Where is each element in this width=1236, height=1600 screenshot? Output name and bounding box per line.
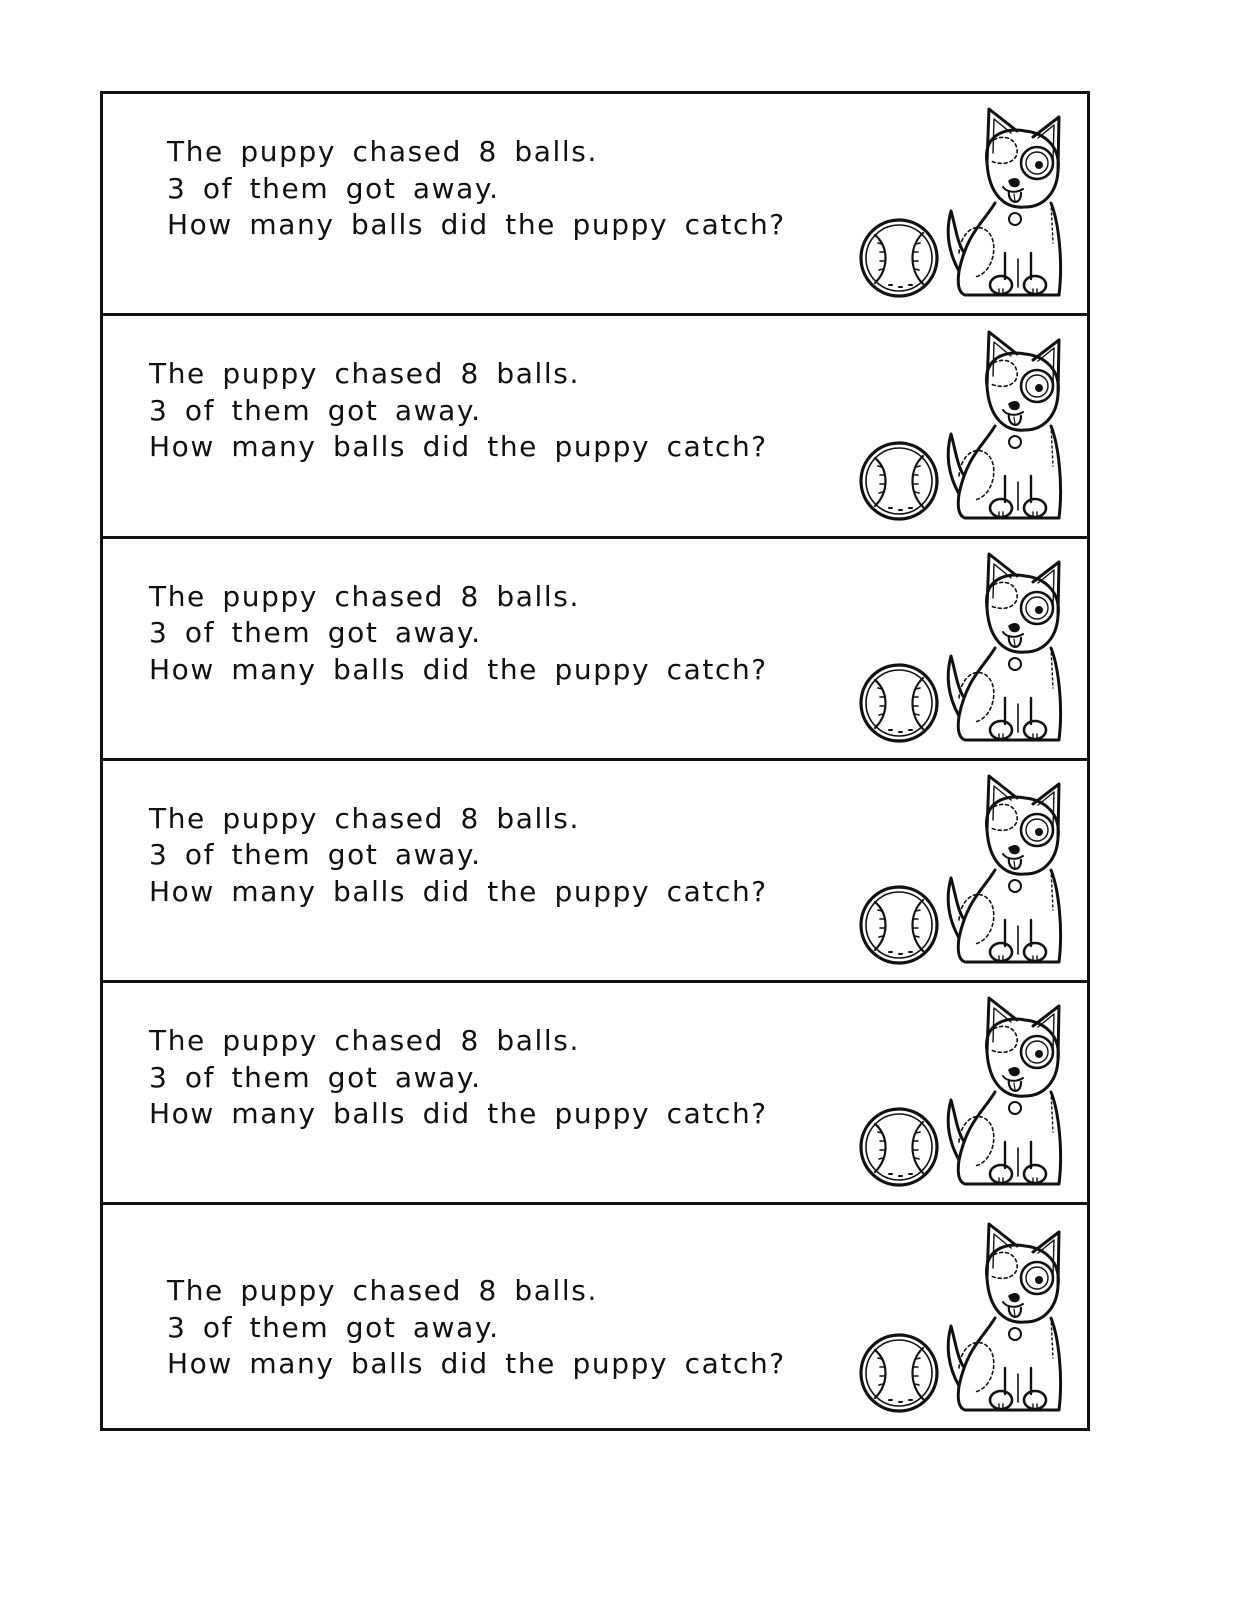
task-card xyxy=(103,983,1087,1205)
problem-line: How many balls did the puppy catch? xyxy=(149,652,768,686)
problem-line: The puppy chased 8 balls. xyxy=(149,801,580,835)
word-problem xyxy=(167,1273,786,1383)
problem-line: 3 of them got away. xyxy=(149,838,482,872)
problem-line: How many balls did the puppy catch? xyxy=(167,208,786,241)
problem-line: The puppy chased 8 balls. xyxy=(167,1274,598,1308)
puppy-with-ball-illustration xyxy=(855,103,1067,299)
word-problem xyxy=(167,134,786,244)
problem-line: The puppy chased 8 balls. xyxy=(167,135,598,168)
problem-line: 3 of them got away. xyxy=(149,393,482,427)
problem-line: 3 of them got away. xyxy=(167,171,500,205)
problem-line: How many balls did the puppy catch? xyxy=(167,1347,786,1381)
problem-line: How many balls did the puppy catch? xyxy=(149,430,768,464)
problem-line: The puppy chased 8 balls. xyxy=(149,357,580,391)
puppy-with-ball-illustration xyxy=(855,548,1067,744)
task-card xyxy=(103,94,1087,316)
word-problem xyxy=(149,1023,768,1133)
word-problem xyxy=(149,801,768,911)
puppy-with-ball-illustration xyxy=(855,326,1067,522)
problem-line: The puppy chased 8 balls. xyxy=(149,1024,580,1058)
word-problem xyxy=(149,356,768,466)
task-card-sheet xyxy=(100,91,1090,1431)
task-card xyxy=(103,761,1087,983)
problem-line: How many balls did the puppy catch? xyxy=(149,874,768,908)
problem-line: How many balls did the puppy catch? xyxy=(149,1097,768,1131)
puppy-with-ball-illustration xyxy=(855,1218,1067,1414)
task-card xyxy=(103,1205,1087,1427)
task-card xyxy=(103,316,1087,538)
task-card xyxy=(103,539,1087,761)
problem-line: 3 of them got away. xyxy=(167,1310,500,1344)
problem-line: The puppy chased 8 balls. xyxy=(149,579,580,613)
puppy-with-ball-illustration xyxy=(855,770,1067,966)
problem-line: 3 of them got away. xyxy=(149,616,482,650)
word-problem xyxy=(149,579,768,689)
problem-line: 3 of them got away. xyxy=(149,1060,482,1094)
puppy-with-ball-illustration xyxy=(855,992,1067,1188)
